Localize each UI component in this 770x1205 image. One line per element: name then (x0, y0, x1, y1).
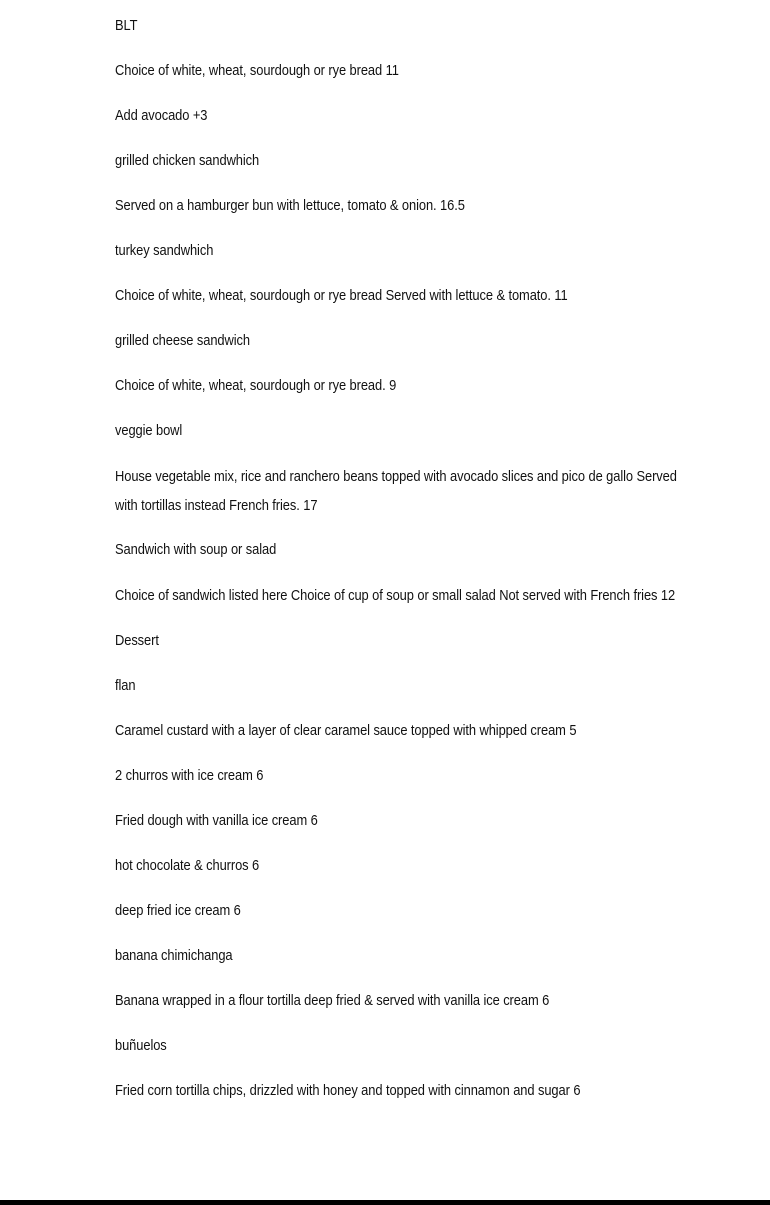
item-description-grilled-chicken: Served on a hamburger bun with lettuce, tomato & onion. 16.5 (115, 197, 465, 214)
item-title-sandwich-combo: Sandwich with soup or salad (115, 541, 277, 558)
item-description-bunuelos: Fried corn tortilla chips, drizzled with honey and topped with cinnamon and sugar 6 (115, 1081, 581, 1099)
item-title-blt: BLT (115, 17, 138, 34)
item-title-bunuelos: buñuelos (115, 1036, 167, 1054)
item-description-banana-chimichanga: Banana wrapped in a flour tortilla deep fried & served with vanilla ice cream 6 (115, 991, 550, 1009)
item-title-churros: 2 churros with ice cream 6 (115, 766, 264, 784)
item-description-veggie-bowl: House vegetable mix, rice and ranchero beans topped with avocado slices and pico de gallo Served with tortillas instead French fries. 17 (115, 468, 677, 514)
item-title-banana-chimichanga: banana chimichanga (115, 946, 233, 964)
item-title-flan: flan (115, 676, 136, 694)
item-title-veggie-bowl: veggie bowl (115, 422, 183, 439)
item-description-churros: Fried dough with vanilla ice cream 6 (115, 811, 318, 829)
item-description-blt: Choice of white, wheat, sourdough or rye bread 11 (115, 62, 399, 79)
item-description-flan: Caramel custard with a layer of clear caramel sauce topped with whipped cream 5 (115, 721, 577, 739)
item-title-fried-ice-cream: deep fried ice cream 6 (115, 901, 241, 919)
menu-list (115, 13, 695, 1123)
item-title-turkey: turkey sandwhich (115, 242, 214, 259)
bottom-divider (0, 1200, 770, 1205)
item-title-hot-chocolate: hot chocolate & churros 6 (115, 856, 260, 874)
item-title-grilled-chicken: grilled chicken sandwhich (115, 152, 260, 169)
item-title-grilled-cheese: grilled cheese sandwich (115, 332, 250, 349)
item-description-sandwich-combo: Choice of sandwich listed here Choice of cup of soup or small salad Not served with French fries 12 (115, 587, 676, 604)
item-description-turkey: Choice of white, wheat, sourdough or rye bread Served with lettuce & tomato. 11 (115, 287, 568, 304)
item-addon-avocado: Add avocado +3 (115, 107, 208, 124)
section-heading-dessert: Dessert (115, 631, 159, 649)
item-description-grilled-cheese: Choice of white, wheat, sourdough or rye bread. 9 (115, 377, 397, 394)
